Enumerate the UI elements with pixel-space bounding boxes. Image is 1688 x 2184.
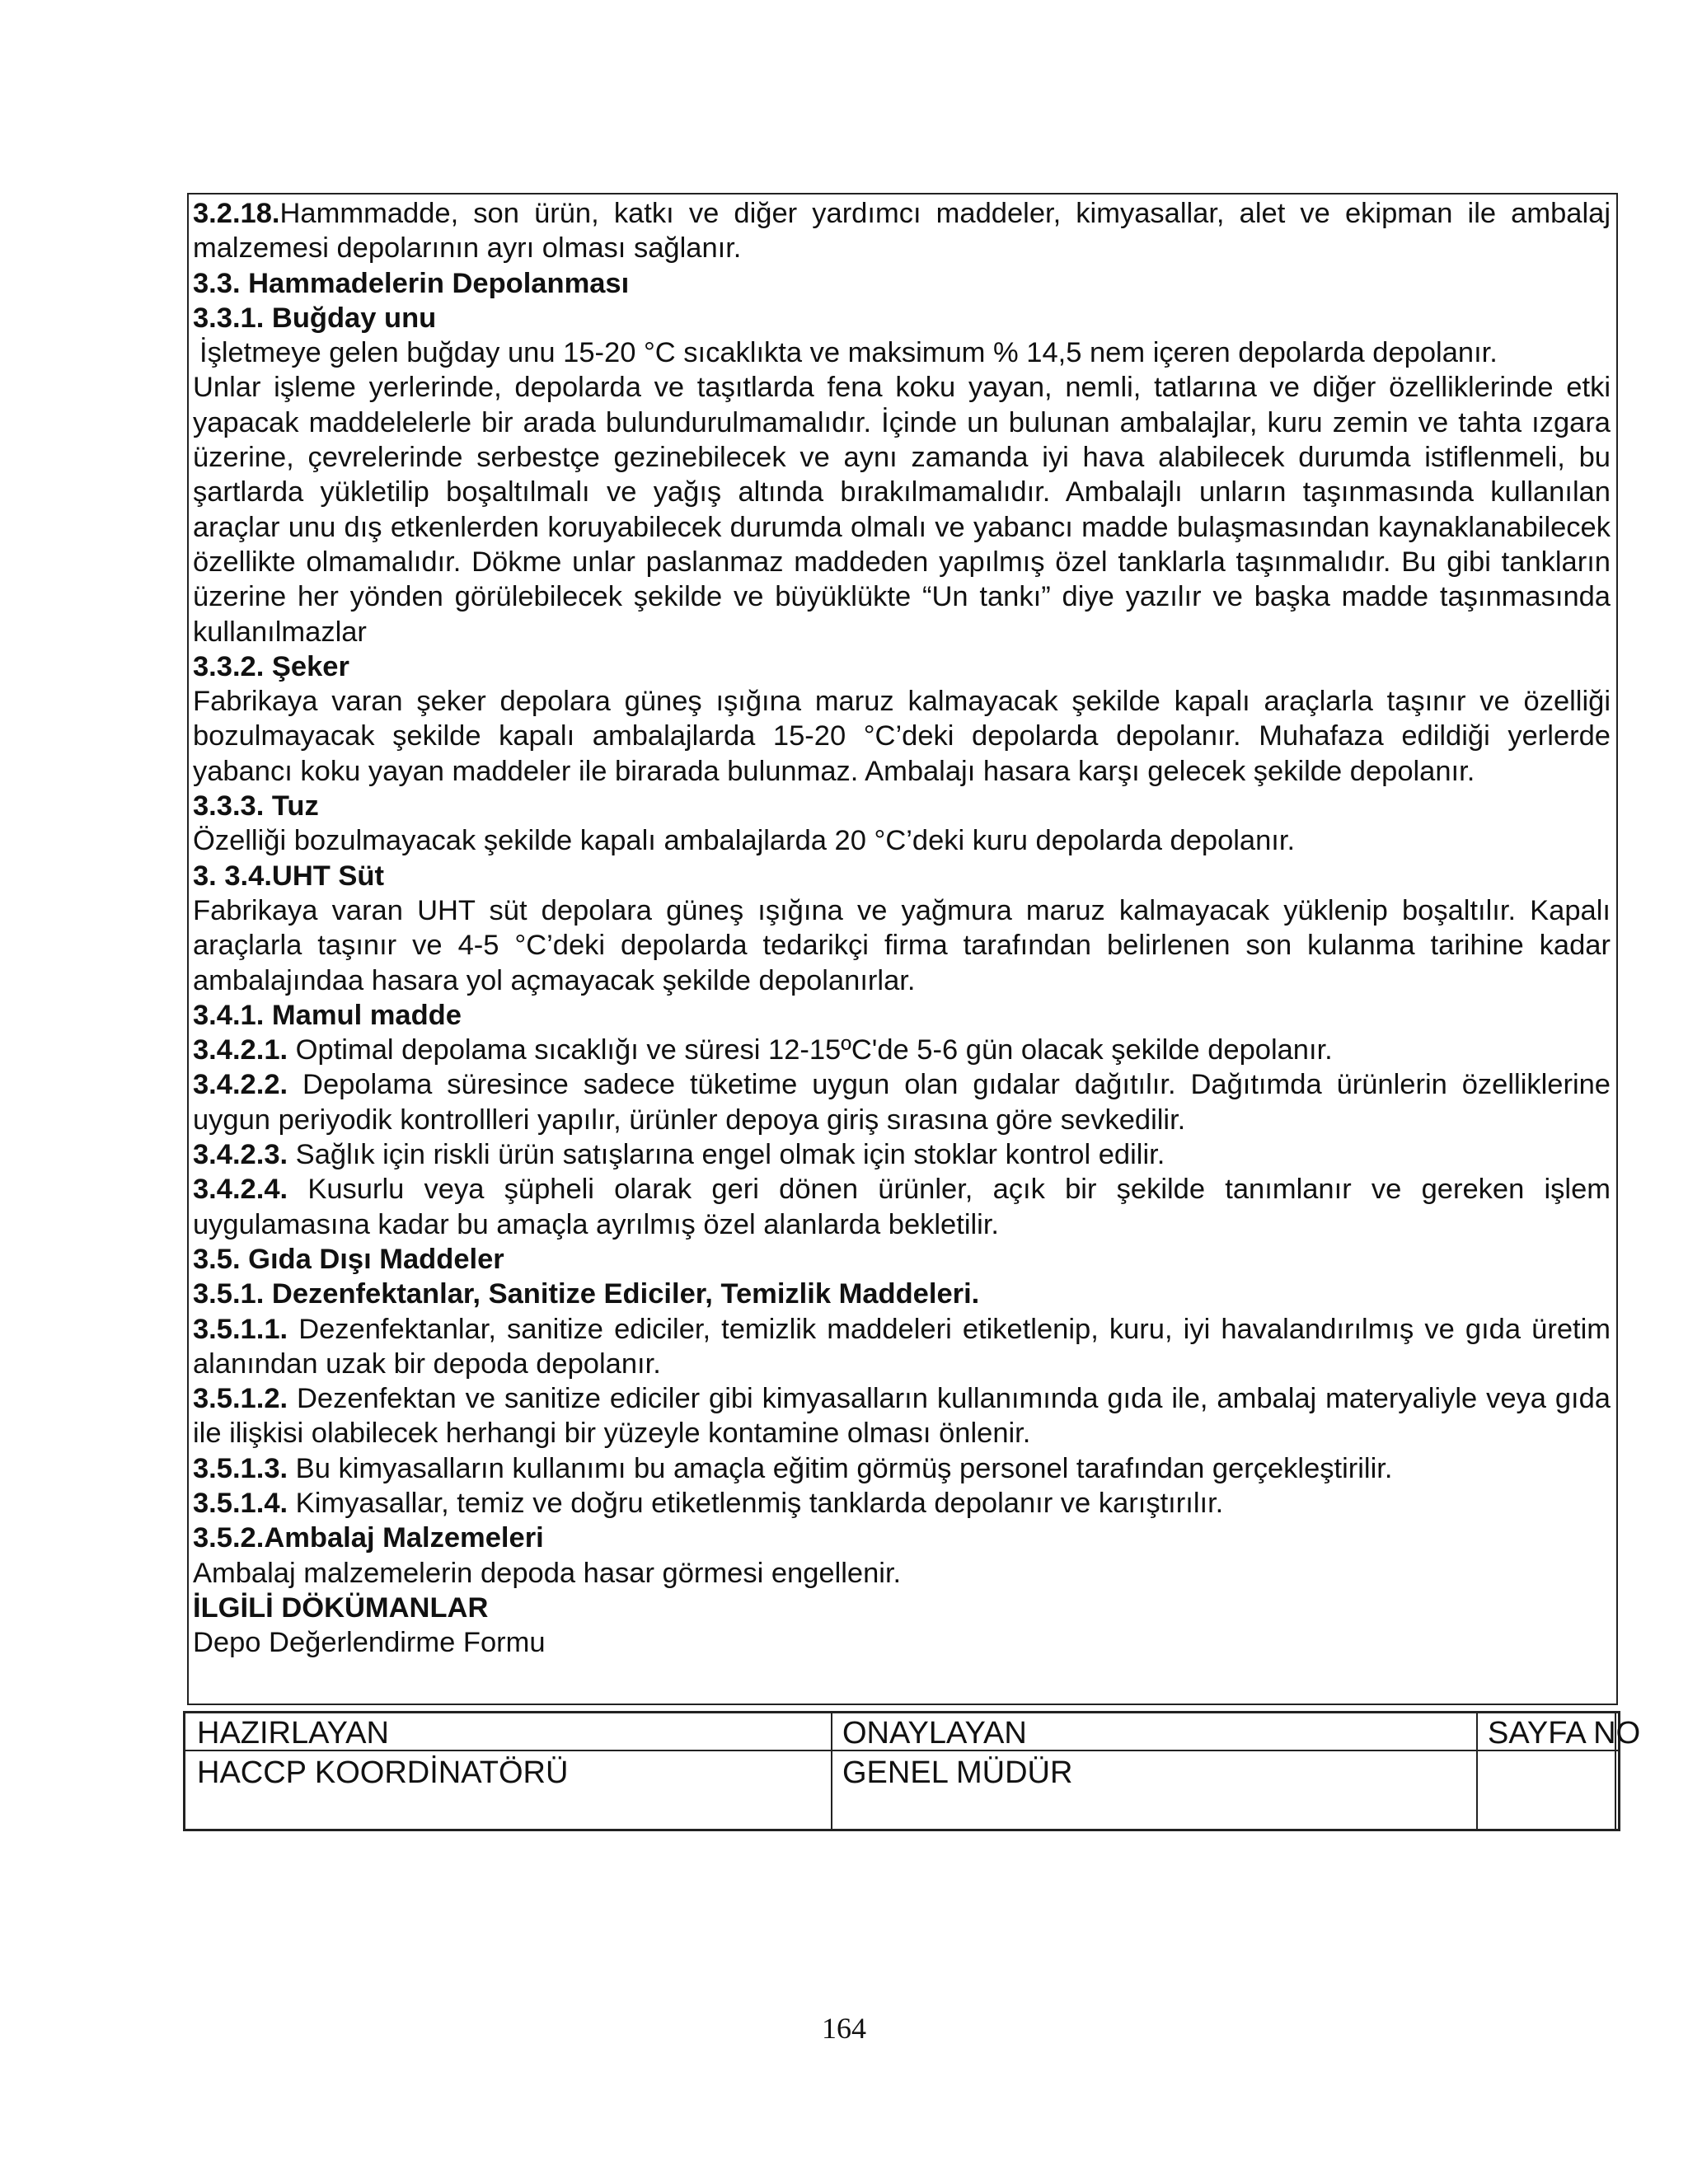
heading-3-3-2: 3.3.2. Şeker <box>193 650 349 682</box>
header-onaylayan: ONAYLAYAN <box>842 1716 1027 1750</box>
paragraph-tuz: Özelliği bozulmayacak şekilde kapalı ambalajlarda 20 °C’deki kuru depolarda depolanır. <box>193 825 1296 857</box>
value-sayfa-no <box>1476 1746 1488 1755</box>
paragraph-3-5-1-1: 3.5.1.1. Dezenfektanlar, sanitize ediciler, temizlik maddeleri etiketlenip, kuru, iyi havalandırılmış ve gıda üretim alanından uzak bir depoda depolanır. <box>193 1313 1611 1380</box>
page-number: 164 <box>822 2012 866 2045</box>
paragraph-bugday-detail: Unlar işleme yerlerinde, depolarda ve taşıtlarda fena koku yayan, nemli, tatlarına ve diğer özelliklerinde etki yapacak maddelelerle bir arada bulundurulmamalıdır. İçinde un bulunan ambalajlar, kuru zemin ve tahta ızgara üzerine, çevrelerinde serbestçe gezinebilecek ve aynı zamanda iyi hava alabilecek durumda istiflenmeli, bu şartlarda yükletilip boşaltılmalı ve yağış altında bırakılmamalıdır. Ambalajlı unların taşınmasında kullanılan araçlar unu dış etkenlerden koruyabilecek durumda olmalı ve yabancı madde bulaşmasından kaynaklanabilecek özellikte olmamalıdır. Dökme unlar paslanmaz maddeden yapılmış özel tanklarla taşınmalıdır. Bu gibi tankların üzerine her yönden görülebilecek şekilde ve büyüklükte “Un tankı” diye yazılır ve başka madde taşınmasında kullanılmazlar <box>193 372 1611 648</box>
value-onaylayan: GENEL MÜDÜR <box>842 1755 1073 1790</box>
paragraph-related-document: Depo Değerlendirme Formu <box>193 1627 546 1659</box>
paragraph-ambalaj: Ambalaj malzemelerin depoda hasar görmesi engellenir. <box>193 1557 902 1589</box>
heading-ilgili-dokumanlar: İLGİLİ DÖKÜMANLAR <box>193 1591 489 1624</box>
document-body <box>193 196 1611 1660</box>
paragraph-3-5-1-3: 3.5.1.3. Bu kimyasalların kullanımı bu amaçla eğitim görmüş personel tarafından gerçekleştirilir. <box>193 1452 1393 1484</box>
heading-3-5: 3.5. Gıda Dışı Maddeler <box>193 1243 504 1275</box>
paragraph-3-4-2-4: 3.4.2.4. Kusurlu veya şüpheli olarak geri dönen ürünler, açık bir şekilde tanımlanır ve gereken işlem uygulamasına kadar bu amaçla ayrılmış özel alanlarda bekletilir. <box>193 1174 1611 1240</box>
signature-table <box>183 1711 1641 1831</box>
paragraph-3-4-2-1: 3.4.2.1. Optimal depolama sıcaklığı ve süresi 12-15ºC'de 5-6 gün olacak şekilde depolanır. <box>193 1034 1333 1066</box>
heading-3-5-1: 3.5.1. Dezenfektanlar, Sanitize Ediciler, Temizlik Maddeleri. <box>193 1278 980 1310</box>
heading-3-4-1: 3.4.1. Mamul madde <box>193 999 462 1031</box>
value-hazirlayan: HACCP KOORDİNATÖRÜ <box>197 1755 569 1790</box>
heading-3-3-3: 3.3.3. Tuz <box>193 790 319 823</box>
paragraph-3-5-1-2: 3.5.1.2. Dezenfektan ve sanitize ediciler gibi kimyasalların kullanımında gıda ile, ambalaj materyaliyle veya gıda ile ilişkisi olabilecek herhangi bir yüzeyle kontamine olması önlenir. <box>193 1383 1611 1450</box>
paragraph-seker: Fabrikaya varan şeker depolara güneş ışığına maruz kalmayacak şekilde kapalı araçlarla taşınır ve özelliği bozulmayacak şekilde kapalı ambalajlarda 15-20 °C’deki depolarda depolanır. Muhafaza edildiği yerlerde yabancı koku yayan maddeler ile birarada bulunmaz. Ambalajı hasara karşı gelecek şekilde depolanır. <box>193 686 1611 787</box>
paragraph-3-2-18: 3.2.18.Hammmadde, son ürün, katkı ve diğer yardımcı maddeler, kimyasallar, alet ve ekipman ile ambalaj malzemesi depolarının ayrı olması sağlanır. <box>193 198 1611 265</box>
header-sayfa-no: SAYFA NO <box>1488 1716 1641 1750</box>
paragraph-3-4-2-3: 3.4.2.3. Sağlık için riskli ürün satışlarına engel olmak için stoklar kontrol edilir. <box>193 1139 1165 1171</box>
paragraph-uht-sut: Fabrikaya varan UHT süt depolara güneş ışığına ve yağmura maruz kalmayacak yüklenip boşaltılır. Kapalı araçlarla taşınır ve 4-5 °C’deki depolarda tedarikçi firma tarafından belirlenen son kulanma tarihine kadar ambalajındaa hasara yol açmayacak şekilde depolanırlar. <box>193 894 1611 996</box>
heading-3-3-1: 3.3.1. Buğday unu <box>193 302 437 334</box>
heading-3-3: 3.3. Hammadelerin Depolanması <box>193 267 630 299</box>
paragraph-3-5-1-4: 3.5.1.4. Kimyasallar, temiz ve doğru etiketlenmiş tanklarda depolanır ve karıştırılır. <box>193 1487 1224 1519</box>
paragraph-bugday-intro: İşletmeye gelen buğday unu 15-20 °C sıcaklıkta ve maksimum % 14,5 nem içeren depolarda depolanır. <box>199 337 1498 369</box>
heading-3-5-2: 3.5.2.Ambalaj Malzemeleri <box>193 1522 544 1554</box>
heading-3-3-4: 3. 3.4.UHT Süt <box>193 860 384 892</box>
header-hazirlayan: HAZIRLAYAN <box>197 1716 389 1750</box>
paragraph-3-4-2-2: 3.4.2.2. Depolama süresince sadece tüketime uygun olan gıdalar dağıtılır. Dağıtımda ürünlerin özelliklerine uygun periyodik kontrollleri yapılır, ürünler depoya giriş sırasına göre sevkedilir. <box>193 1069 1611 1136</box>
